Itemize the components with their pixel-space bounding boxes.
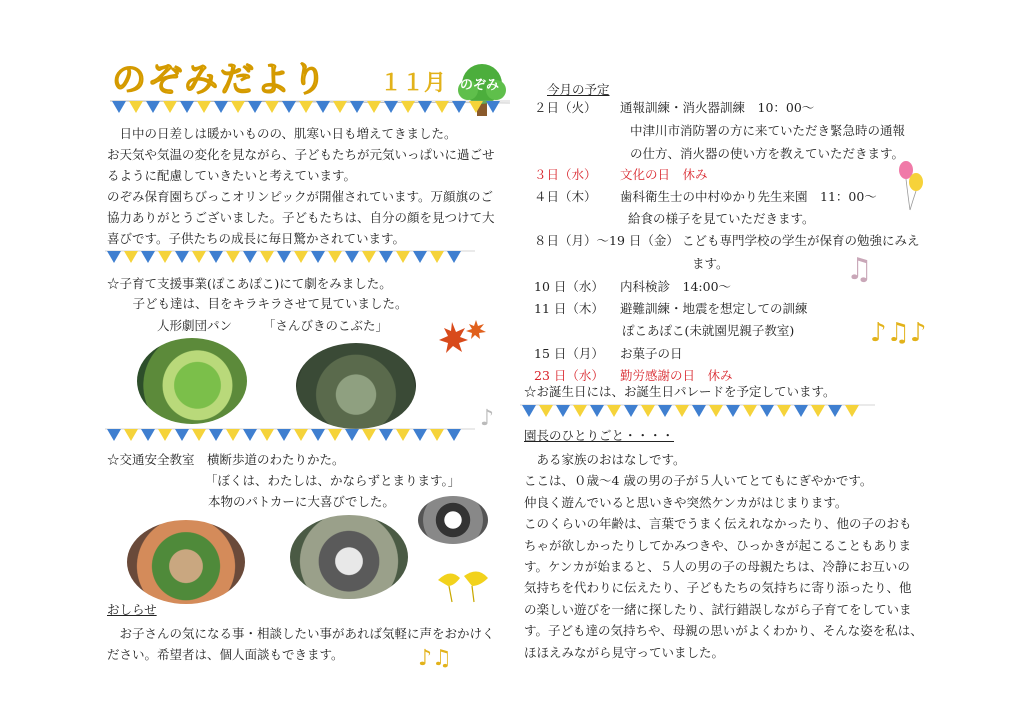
bunting-flag bbox=[124, 429, 138, 441]
bunting-flag bbox=[401, 101, 415, 113]
director-line: ほほえみながら見守っていました。 bbox=[524, 644, 725, 660]
bunting-flag bbox=[430, 251, 444, 263]
bunting-flag bbox=[556, 405, 570, 417]
bunting-flag bbox=[452, 101, 466, 113]
schedule-date: ３日（水） bbox=[534, 167, 597, 182]
bunting-flag bbox=[328, 429, 342, 441]
bunting-flag bbox=[243, 251, 257, 263]
director-line: す。子ども達の気持ちや、母親の思いがよくわかり、そんな姿を私は、 bbox=[524, 623, 923, 639]
director-line: ある家族のおはなしです。 bbox=[524, 452, 686, 467]
bunting-flag bbox=[607, 405, 621, 417]
bunting-decoration bbox=[105, 428, 475, 442]
notice-line: お子さんの気になる事・相談したい事があれば気軽に声をおかけく bbox=[107, 626, 495, 641]
event2-text: 本物のパトカーに大喜びでした。 bbox=[208, 494, 395, 509]
bunting-decoration bbox=[520, 404, 875, 418]
ginkgo-leaf-icon bbox=[434, 566, 494, 609]
director-line: す。ケンカが始まると、５人の男の子の母親たちは、冷静にお互いの bbox=[524, 559, 910, 574]
bunting-flag bbox=[214, 101, 228, 113]
bunting-flag bbox=[328, 251, 342, 263]
bunting-decoration bbox=[105, 250, 475, 264]
bunting-flag bbox=[158, 251, 172, 263]
bunting-flag bbox=[777, 405, 791, 417]
patrol-car-group-photo bbox=[290, 515, 408, 599]
director-line: 気持ちを代わりに伝えたり、子どもたちの気持ちに寄り添ったり、他 bbox=[524, 580, 912, 596]
police-car-photo bbox=[418, 496, 488, 544]
schedule-text: こども専門学校の学生が保育の勉強にみえ bbox=[682, 233, 920, 248]
schedule-text: お菓子の日 bbox=[620, 346, 683, 361]
bunting-flag bbox=[435, 101, 449, 113]
bunting-flag bbox=[362, 251, 376, 263]
bunting-flag bbox=[333, 101, 347, 113]
bunting-flag bbox=[367, 101, 381, 113]
director-line: このくらいの年齢は、言葉でうまく伝えれなかったり、他の子のおも bbox=[524, 516, 912, 532]
bunting-flag bbox=[141, 251, 155, 263]
bunting-flag bbox=[845, 405, 859, 417]
bunting-flag bbox=[197, 101, 211, 113]
bunting-flag bbox=[379, 429, 393, 441]
schedule-text: ます。 bbox=[692, 256, 729, 271]
bunting-flag bbox=[311, 251, 325, 263]
bunting-flag bbox=[486, 101, 500, 113]
director-line: ちゃが欲しかったりしてかみつきや、ひっかきが起こることもありま bbox=[524, 537, 912, 553]
schedule-text: ぽこあぽこ(未就園児親子教室) bbox=[622, 323, 795, 338]
bunting-flag bbox=[430, 429, 444, 441]
bunting-flag bbox=[243, 429, 257, 441]
event2-quote: 「ぼくは、わたしは、かならずとまります。」 bbox=[205, 473, 461, 488]
schedule-text: 内科検診 14:00～ bbox=[620, 279, 732, 294]
bunting-flag bbox=[226, 251, 240, 263]
bunting-flag bbox=[277, 251, 291, 263]
intro-line: お天気や気温の変化を見ながら、子どもたちが元気いっぱいに過ごせ bbox=[107, 147, 495, 162]
intro-line: のぞみ保育園ちびっこオリンピックが開催されています。万顔旗のご bbox=[107, 189, 494, 204]
schedule-date: 10 日（水） bbox=[534, 279, 604, 294]
schedule-heading: 今月の予定 bbox=[547, 82, 610, 97]
schedule-date: ２日（火） bbox=[534, 100, 597, 115]
bunting-flag bbox=[277, 429, 291, 441]
bunting-flag bbox=[158, 429, 172, 441]
intro-line: 喜びです。子供たちの成長に毎日驚かされています。 bbox=[107, 231, 406, 246]
schedule-text: 給食の様子を見ていただきます。 bbox=[628, 211, 815, 226]
bunting-flag bbox=[316, 101, 330, 113]
bunting-flag bbox=[760, 405, 774, 417]
bunting-flag bbox=[539, 405, 553, 417]
bunting-flag bbox=[231, 101, 245, 113]
bunting-flag bbox=[192, 251, 206, 263]
event1-text: 子ども達は、目をキラキラさせて見ていました。 bbox=[120, 296, 408, 311]
puppet-show-audience-photo bbox=[296, 343, 416, 429]
intro-line: るように配慮していきたいと考えています。 bbox=[107, 168, 357, 183]
schedule-text: 中津川市消防署の方に来ていただき緊急時の通報 bbox=[630, 123, 906, 138]
director-line: の楽しい遊びを一緒に探したり、試行錯誤しながら子育てをしていま bbox=[524, 601, 912, 617]
schedule-text: 歯科衛生士の中村ゆかり先生来園 11：00～ bbox=[620, 189, 877, 204]
bunting-flag bbox=[709, 405, 723, 417]
bunting-flag bbox=[692, 405, 706, 417]
newsletter-title: のぞみだより bbox=[112, 60, 328, 100]
bunting-flag bbox=[163, 101, 177, 113]
bunting-flag bbox=[413, 251, 427, 263]
event2-heading: ☆交通安全教室 横断歩道のわたりかた。 bbox=[107, 452, 345, 467]
bunting-flag bbox=[469, 101, 483, 113]
bunting-flag bbox=[107, 429, 121, 441]
music-notes-icon: ♪♫ bbox=[418, 646, 452, 671]
bunting-flag bbox=[294, 251, 308, 263]
bunting-flag bbox=[522, 405, 536, 417]
bunting-flag bbox=[192, 429, 206, 441]
schedule-date: 11 日（木） bbox=[534, 301, 604, 316]
schedule-date: 15 日（月） bbox=[534, 346, 604, 361]
newsletter-month: １１月 bbox=[380, 70, 447, 96]
bunting-flag bbox=[384, 101, 398, 113]
schedule-date: ４日（木） bbox=[534, 189, 597, 204]
bunting-flag bbox=[418, 101, 432, 113]
bunting-flag bbox=[641, 405, 655, 417]
bunting-flag bbox=[658, 405, 672, 417]
bunting-flag bbox=[624, 405, 638, 417]
event1-caption-right: 「さんびきのこぶた」 bbox=[263, 318, 389, 333]
director-line: ここは、０歳～4 歳の男の子が５人いてとてもにぎやかです。 bbox=[524, 473, 873, 489]
music-note-icon: ♪ bbox=[480, 406, 495, 431]
bunting-flag bbox=[175, 251, 189, 263]
bunting-flag bbox=[311, 429, 325, 441]
bunting-flag bbox=[362, 429, 376, 441]
bunting-flag bbox=[299, 101, 313, 113]
bunting-flag bbox=[379, 251, 393, 263]
schedule-text: 避難訓練・地震を想定しての訓練 bbox=[620, 301, 808, 316]
bunting-flag bbox=[175, 429, 189, 441]
bunting-flag bbox=[447, 429, 461, 441]
bunting-flag bbox=[726, 405, 740, 417]
schedule-text: 勤労感謝の日 休み bbox=[620, 368, 733, 383]
schedule-date: 23 日（水） bbox=[534, 368, 604, 383]
bunting-flag bbox=[282, 101, 296, 113]
bunting-flag bbox=[248, 101, 262, 113]
music-notes-icon: ♪♫♪ bbox=[870, 318, 927, 348]
bunting-flag bbox=[180, 101, 194, 113]
bunting-flag bbox=[396, 251, 410, 263]
bunting-flag bbox=[811, 405, 825, 417]
intro-line: 日中の日差しは暖かいものの、肌寒い日も増えてきました。 bbox=[107, 126, 457, 141]
bunting-flag bbox=[146, 101, 160, 113]
director-heading: 園長のひとりごと・・・・ bbox=[524, 428, 675, 443]
bunting-flag bbox=[828, 405, 842, 417]
maple-leaf-icon bbox=[438, 318, 488, 365]
bunting-flag bbox=[413, 429, 427, 441]
director-line: 仲良く遊んでいると思いきや突然ケンカがはじまります。 bbox=[524, 494, 848, 510]
notice-line: ださい。希望者は、個人面談もできます。 bbox=[107, 647, 344, 662]
birthday-note: ☆お誕生日には、お誕生日パレードを予定しています。 bbox=[524, 384, 836, 399]
balloons-icon bbox=[896, 160, 926, 215]
bunting-flag bbox=[350, 101, 364, 113]
bunting-flag bbox=[345, 429, 359, 441]
notice-heading: おしらせ bbox=[107, 602, 157, 617]
music-note-icon: ♫ bbox=[846, 252, 873, 287]
bunting-flag bbox=[265, 101, 279, 113]
bunting-flag bbox=[675, 405, 689, 417]
bunting-flag bbox=[226, 429, 240, 441]
schedule-text: 通報訓練・消火器訓練 10：00～ bbox=[620, 100, 815, 115]
bunting-flag bbox=[129, 101, 143, 113]
bunting-flag bbox=[794, 405, 808, 417]
logo-text: のぞみ bbox=[460, 78, 500, 93]
bunting-flag bbox=[112, 101, 126, 113]
schedule-text: の仕方、消火器の使い方を教えていただきます。 bbox=[630, 146, 905, 161]
bunting-flag bbox=[260, 429, 274, 441]
bunting-flag bbox=[260, 251, 274, 263]
bunting-flag bbox=[447, 251, 461, 263]
schedule-date: ８日（月）～19 日（金） bbox=[534, 233, 679, 248]
puppet-truck-photo bbox=[137, 338, 247, 424]
bunting-flag bbox=[590, 405, 604, 417]
intro-line: 協力ありがとうございました。子どもたちは、自分の顔を見つけて大 bbox=[107, 210, 495, 225]
bunting-flag bbox=[294, 429, 308, 441]
bunting-flag bbox=[209, 429, 223, 441]
bunting-flag bbox=[209, 251, 223, 263]
bunting-flag bbox=[573, 405, 587, 417]
traffic-class-kids-photo bbox=[127, 520, 245, 604]
bunting-flag bbox=[345, 251, 359, 263]
bunting-flag bbox=[141, 429, 155, 441]
event1-caption-left: 人形劇団パン bbox=[157, 318, 233, 333]
schedule-text: 文化の日 休み bbox=[620, 167, 708, 182]
event1-heading: ☆子育て支援事業(ぽこあぽこ)にて劇をみました。 bbox=[107, 276, 392, 291]
bunting-flag bbox=[396, 429, 410, 441]
bunting-decoration bbox=[110, 100, 510, 114]
bunting-flag bbox=[743, 405, 757, 417]
bunting-flag bbox=[107, 251, 121, 263]
bunting-flag bbox=[124, 251, 138, 263]
